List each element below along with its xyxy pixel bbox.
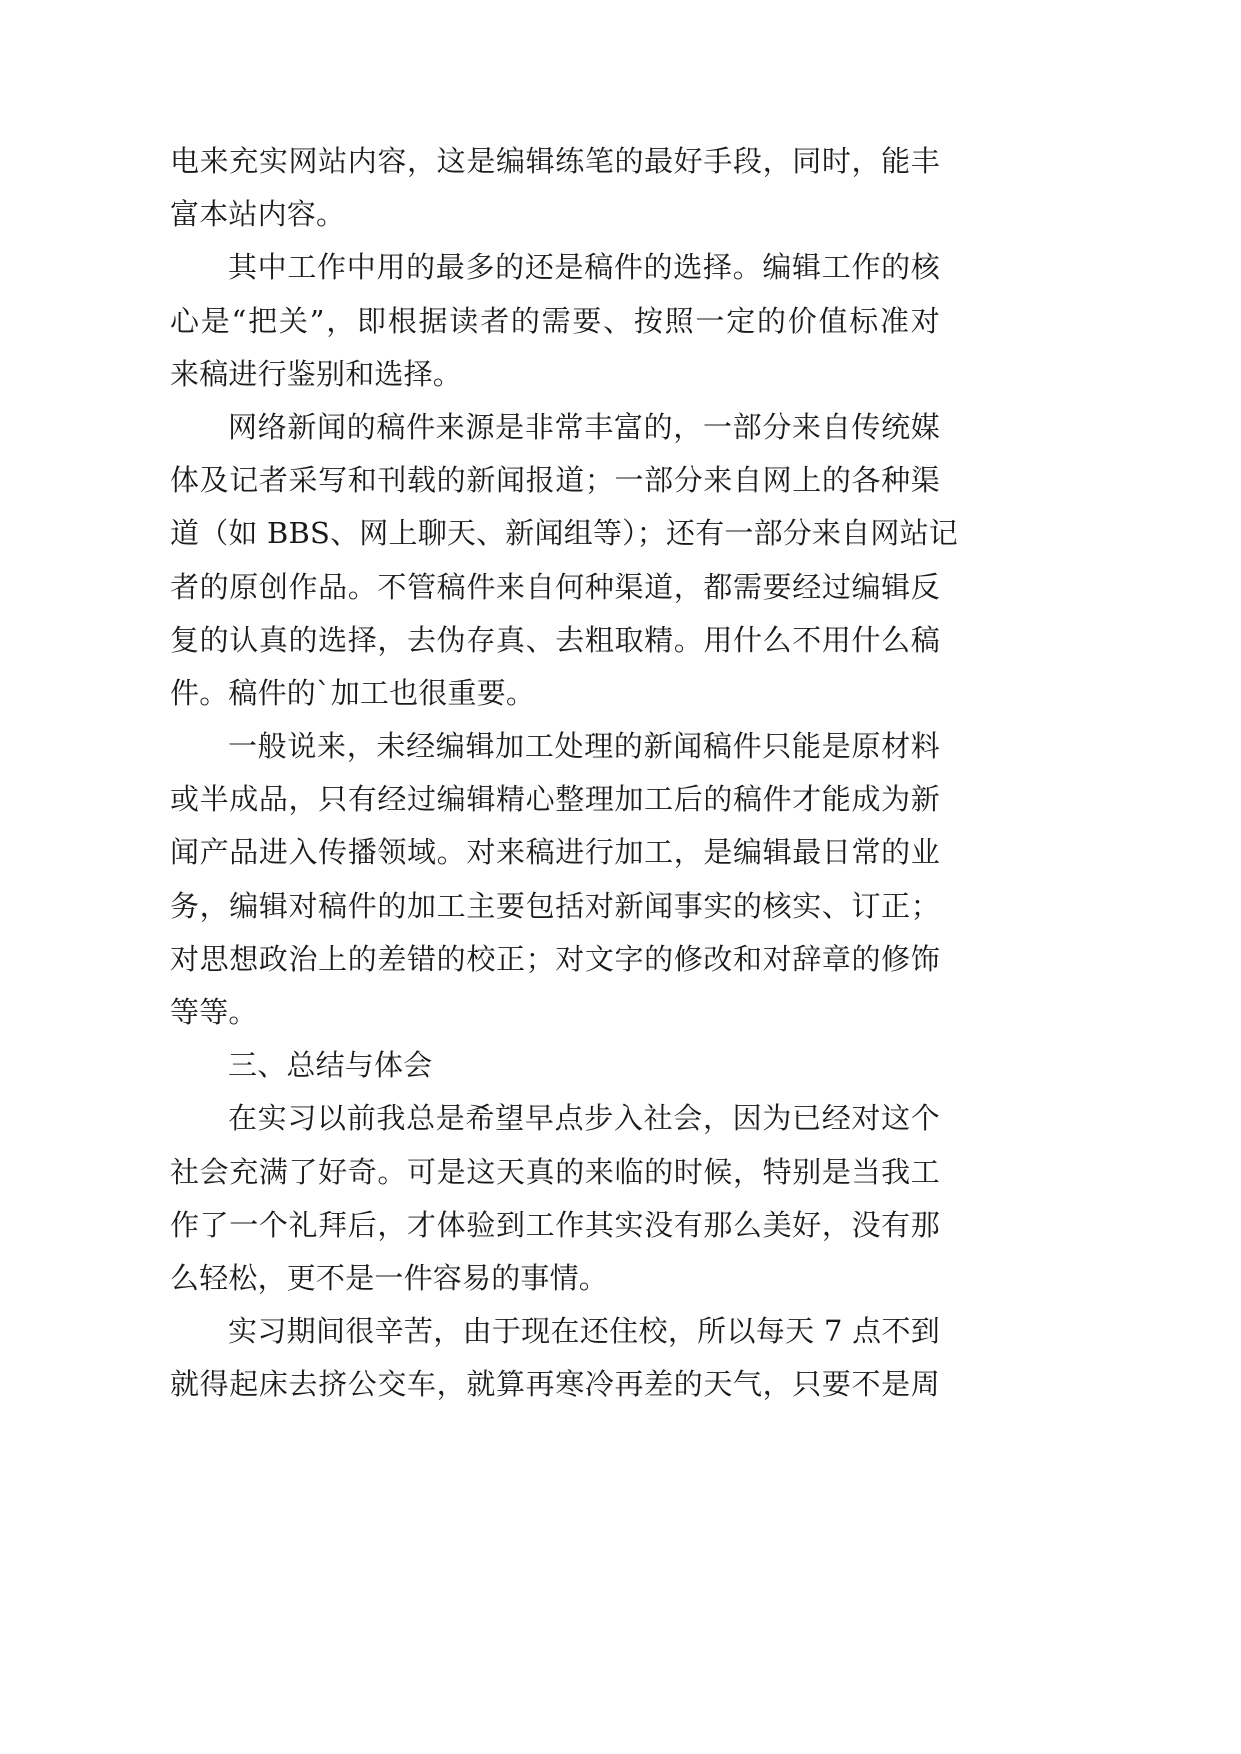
text-line: 务，编辑对稿件的加工主要包括对新闻事实的核实、订正； <box>170 888 940 923</box>
text-line: 一般说来，未经编辑加工处理的新闻稿件只能是原材料 <box>228 729 940 764</box>
text-line: 者的原创作品。不管稿件来自何种渠道，都需要经过编辑反 <box>170 569 940 604</box>
text-line: 三、总结与体会 <box>228 1048 433 1083</box>
text-line: 闻产品进入传播领域。对来稿进行加工，是编辑最日常的业 <box>170 835 940 870</box>
text-line: 其中工作中用的最多的还是稿件的选择。编辑工作的核 <box>228 250 940 285</box>
text-line: 心是“把关”，即根据读者的需要、按照一定的价值标准对 <box>170 303 940 338</box>
text-line: 实习期间很辛苦，由于现在还住校，所以每天 7 点不到 <box>228 1314 940 1349</box>
text-line: 等等。 <box>170 995 258 1029</box>
text-line: 体及记者采写和刊载的新闻报道；一部分来自网上的各种渠 <box>170 463 940 498</box>
text-line: 或半成品，只有经过编辑精心整理加工后的稿件才能成为新 <box>170 782 940 817</box>
text-line: 就得起床去挤公交车，就算再寒冷再差的天气，只要不是周 <box>170 1367 940 1402</box>
text-line: 在实习以前我总是希望早点步入社会，因为已经对这个 <box>228 1101 940 1136</box>
text-line: 富本站内容。 <box>170 197 346 232</box>
text-line: 对思想政治上的差错的校正；对文字的修改和对辞章的修饰 <box>170 941 940 976</box>
text-line: 么轻松，更不是一件容易的事情。 <box>170 1260 609 1295</box>
text-line: 件。稿件的`加工也很重要。 <box>170 675 536 710</box>
text-line: 来稿进行鉴别和选择。 <box>170 356 463 391</box>
text-line: 作了一个礼拜后，才体验到工作其实没有那么美好，没有那 <box>170 1207 940 1242</box>
text-line: 网络新闻的稿件来源是非常丰富的，一部分来自传统媒 <box>228 409 940 444</box>
text-line: 道（如 BBS、网上聊天、新闻组等）；还有一部分来自网站记 <box>170 516 959 551</box>
text-line: 电来充实网站内容，这是编辑练笔的最好手段，同时，能丰 <box>170 144 940 178</box>
text-line: 复的认真的选择，去伪存真、去粗取精。用什么不用什么稿 <box>170 622 940 657</box>
text-line: 社会充满了好奇。可是这天真的来临的时候，特别是当我工 <box>170 1154 940 1189</box>
body-text <box>170 135 959 1412</box>
